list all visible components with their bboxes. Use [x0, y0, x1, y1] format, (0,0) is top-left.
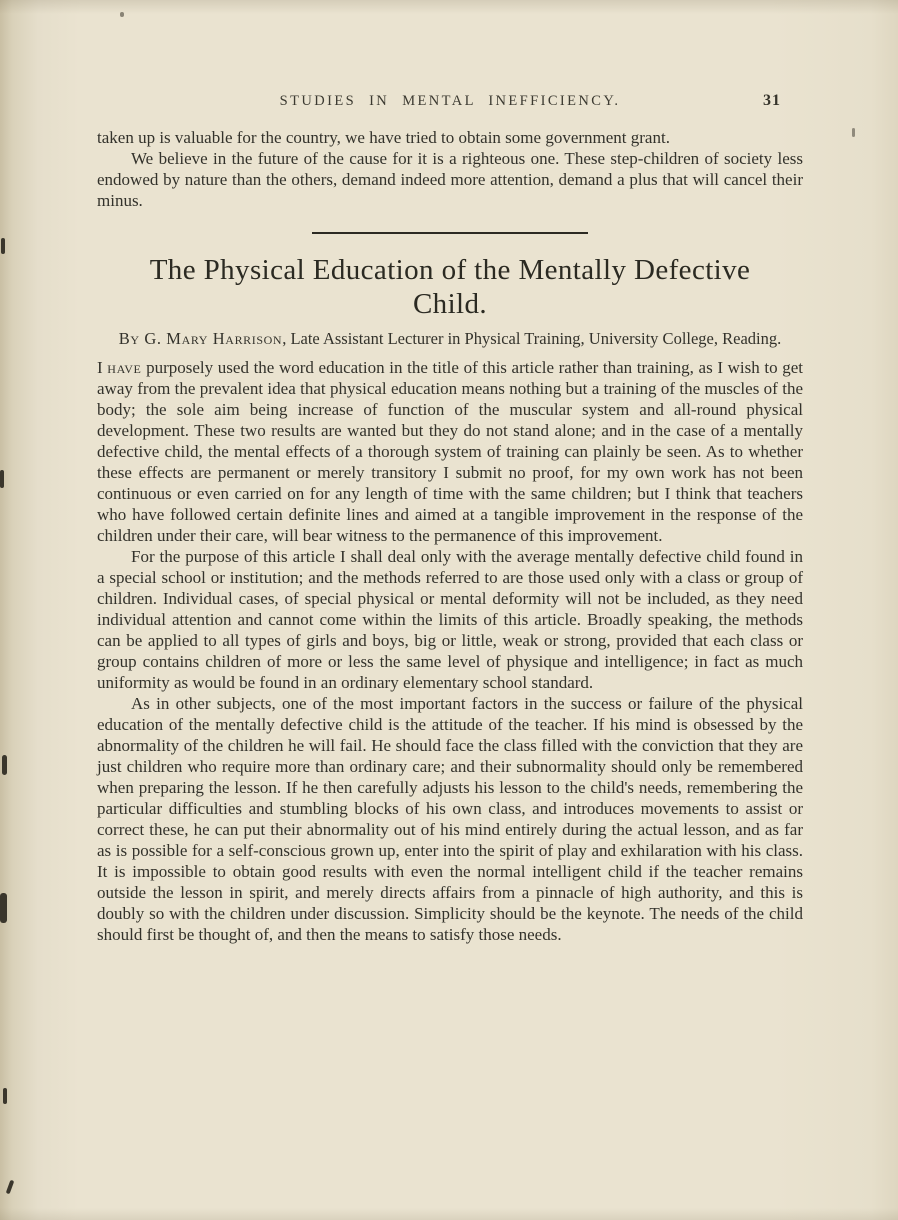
scan-mark	[3, 1088, 7, 1104]
body-paragraph: For the purpose of this article I shall deal only with the average mentally defective child found in a special school or institution; and the methods referred to are those used only with a class or group of children. Individual cases, of special physical or mental deformity will not be included, as they need individual attention and cannot come within the limits of this article. Broadly speaking, the methods can be applied to all types of girls and boys, big or little, weak or strong, provided that each class or group contains children of more or less the same level of physique and intelligence; in fact as much uniformity as would be found in an ordinary elementary school standard.	[97, 547, 803, 692]
continuation-paragraph: taken up is valuable for the country, we have tried to obtain some government grant.	[97, 128, 670, 147]
byline-affiliation: , Late Assistant Lecturer in Physical Training, University College, Reading.	[282, 329, 782, 348]
article-title-line-2: Child.	[412, 288, 488, 320]
article-title	[97, 253, 803, 321]
section-divider-rule	[312, 232, 588, 234]
page-content	[97, 92, 803, 945]
page-number: 31	[763, 92, 781, 109]
scan-mark	[0, 893, 7, 923]
scan-mark	[120, 12, 124, 17]
scan-mark	[852, 128, 855, 137]
byline-author: By G. Mary Harrison	[118, 329, 283, 348]
page-header	[97, 92, 803, 112]
article-byline	[97, 328, 803, 350]
previous-article-continuation	[97, 127, 803, 211]
running-title: STUDIES IN MENTAL INEFFICIENCY.	[279, 93, 621, 109]
article-title-line-1: The Physical Education of the Mentally Defective	[149, 254, 751, 286]
scan-mark	[0, 470, 4, 488]
scan-mark	[2, 755, 7, 775]
continuation-paragraph: We believe in the future of the cause for it is a righteous one. These step-children of society less endowed by nature than the others, demand indeed more attention, demand a plus that will cancel their minus.	[97, 149, 803, 210]
scan-mark	[1, 238, 5, 254]
scan-mark	[6, 1180, 15, 1195]
body-paragraph: As in other subjects, one of the most important factors in the success or failure of the physical education of the mentally defective child is the attitude of the teacher. If his mind is obsessed by the abnormality of the children he will fail. He should face the class filled with the conviction that they are just children who require more than ordinary care; and their subnormality should only be remembered when preparing the lesson. If he then carefully adjusts his lesson to the child's needs, remembering the particular difficulties and stumbling blocks of his own class, and introduces movements to assist or correct these, he can put their abnormality out of his mind entirely during the actual lesson, and as far as is possible for a self-conscious grown up, enter into the spirit of play and exhilaration with his class. It is impossible to obtain good results with even the normal intelligent child if the teacher remains outside the lesson in spirit, and merely directs affairs from a pinnacle of high authority, and this is doubly so with the children under discussion. Simplicity should be the keynote. The needs of the child should first be thought of, and then the means to satisfy those needs.	[97, 694, 803, 944]
article-body	[97, 357, 803, 945]
lead-word-smallcaps: have	[107, 358, 142, 377]
lead-word: I	[97, 358, 108, 377]
paragraph-text: purposely used the word education in the title of this article rather than training, as I wish to get away from the prevalent idea that physical education means nothing but a training of the muscles of the body; the sole aim being increase of function of the muscular system and all-round physical development. These two results are wanted but they do not stand alone; and in the case of a mentally defective child, the mental effects of a thorough system of training can plainly be seen. As to whether these effects are permanent or merely transitory I submit no proof, for my own work has not been continuous or even carried on for any length of time with the same children; but I think that teachers who have followed certain definite lines and aimed at a tangible improvement in the response of the children under their care, will bear witness to the permanence of this improvement.	[97, 358, 803, 545]
body-paragraph	[97, 357, 803, 546]
